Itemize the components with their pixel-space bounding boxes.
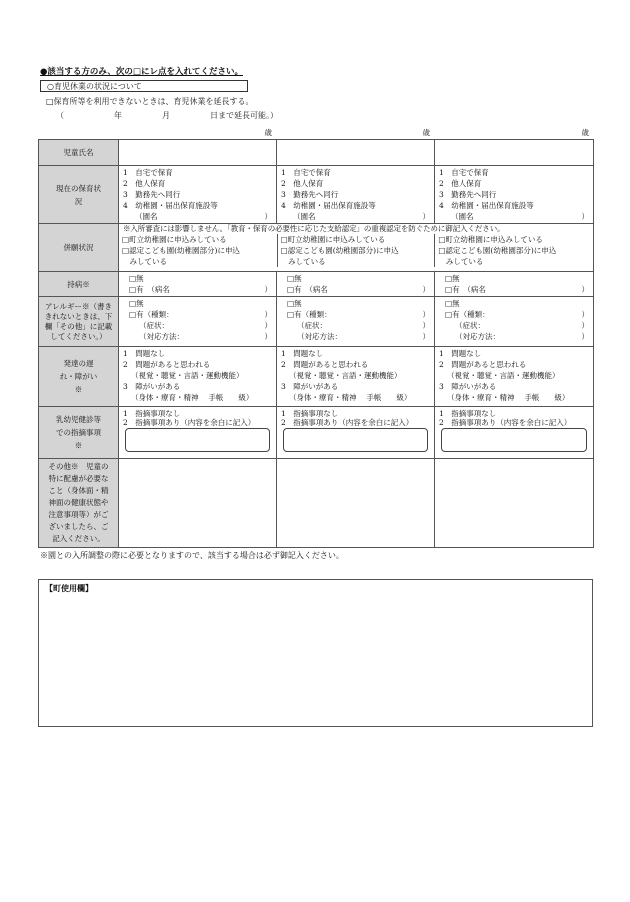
dual-cell-2[interactable]: □町立幼稚園に申込みしている □認定こども園(幼稚園部分)に申込 みしている [277, 234, 435, 267]
other-row [39, 459, 594, 548]
child-name-cell-1[interactable]: 歳 [119, 140, 277, 166]
month-label: 月 [162, 111, 170, 120]
other-cell-2[interactable] [277, 459, 435, 548]
allergy-cell-3[interactable]: □無 □有（種類： ） （症状： ） （対応方法： ） [435, 297, 594, 347]
town-use-label: 【町使用欄】 [45, 583, 93, 593]
chronic-cell-3[interactable]: □無 □有 （病名 ） [435, 272, 594, 297]
day-label: 日まで延長可能。） [210, 111, 278, 120]
development-cell-2[interactable]: 1 問題なし 2 問題があると思われる （視覚・聴覚・言語・運動機能） 3 障がいがある （身体・療育・精神 手帳 級） [277, 347, 435, 407]
allergy-cell-1[interactable]: □無 □有（種類： ） （症状： ） （対応方法： ） [119, 297, 277, 347]
child-name-cell-2[interactable]: 歳 [277, 140, 435, 166]
chronic-cell-2[interactable]: □無 □有 （病名 ） [277, 272, 435, 297]
development-cell-1[interactable]: 1 問題なし 2 問題があると思われる （視覚・聴覚・言語・運動機能） 3 障がいがある （身体・療育・精神 手帳 級） [119, 347, 277, 407]
allergy-header: アレルギー※（書ききれないときは、下欄「その他」に記載してください。） [39, 297, 119, 347]
allergy-row [39, 297, 594, 347]
town-use-box [38, 579, 593, 727]
notice-text: ●該当する方のみ、次の□にレ点を入れてください。 [40, 67, 243, 77]
care-status-cell-2[interactable]: 1 自宅で保育 2 他人保育 3 勤務先へ同行 4 幼稚園・届出保育施設等 （園名 ） [277, 166, 435, 224]
childcare-leave-label: ○育児休業の状況について [47, 82, 142, 91]
dual-cell-1[interactable]: □町立幼稚園に申込みしている □認定こども園(幼稚園部分)に申込 みしている [122, 234, 240, 266]
childcare-leave-box [40, 80, 248, 92]
extend-leave-checkbox-line[interactable]: □保育所等を利用できないときは、育児休業を延長する。 [46, 97, 254, 106]
dual-application-header: 併願状況 [39, 224, 119, 272]
year-label: 年 [114, 111, 122, 120]
other-cell-3[interactable] [435, 459, 594, 548]
development-cell-3[interactable]: 1 問題なし 2 問題があると思われる （視覚・聴覚・言語・運動機能） 3 障がいがある （身体・療育・精神 手帳 級） [435, 347, 594, 407]
child-info-table [38, 128, 594, 548]
development-header: 発達の遅れ・障がい※ [39, 347, 119, 407]
child-name-cell-3[interactable]: 歳 [435, 140, 594, 166]
name-header: 児童氏名 [39, 140, 119, 166]
footer-note: ※園との入所調整の際に必要となりますので、該当する場合は必ず御記入ください。 [40, 551, 344, 560]
chronic-header: 持病※ [39, 272, 119, 297]
care-status-row [39, 166, 594, 224]
dual-cell-3[interactable]: □町立幼稚園に申込みしている □認定こども園(幼稚園部分)に申込 みしている [434, 234, 593, 267]
chronic-cell-1[interactable]: □無 □有 （病名 ） [119, 272, 277, 297]
care-status-header: 現在の保育状況 [39, 166, 119, 224]
health-check-row [39, 407, 594, 459]
health-check-cell-1[interactable]: 1 指摘事項なし 2 指摘事項あり（内容を余白に記入） [119, 407, 277, 459]
other-cell-1[interactable] [119, 459, 277, 548]
health-check-cell-3[interactable]: 1 指摘事項なし 2 指摘事項あり（内容を余白に記入） [435, 407, 594, 459]
health-check-cell-2[interactable]: 1 指摘事項なし 2 指摘事項あり（内容を余白に記入） [277, 407, 435, 459]
dual-note: ※入所審査には影響しません。「教育・保育の必要性に応じた支給認定」の重複認定を防ぐために御記入ください。 [123, 224, 505, 233]
care-status-cell-3[interactable]: 1 自宅で保育 2 他人保育 3 勤務先へ同行 4 幼稚園・届出保育施設等 （園名 ） [435, 166, 594, 224]
extension-date-line [56, 112, 278, 120]
paren-open: （ [56, 111, 64, 120]
allergy-cell-2[interactable]: □無 □有（種類： ） （症状： ） （対応方法： ） [277, 297, 435, 347]
health-check-header: 乳幼児健診等での指摘事項※ [39, 407, 119, 459]
name-row [39, 140, 594, 166]
dual-application-area [119, 224, 594, 272]
dual-application-row [39, 224, 594, 272]
other-header: その他※ 児童の特に配慮が必要なこと（身体面・精神面の健康状態や注意事項等）がございましたら、ご記入ください。 [39, 459, 119, 548]
development-row [39, 347, 594, 407]
chronic-row [39, 272, 594, 297]
care-status-cell-1[interactable]: 1 自宅で保育 2 他人保育 3 勤務先へ同行 4 幼稚園・届出保育施設等 （園名 ） [119, 166, 277, 224]
